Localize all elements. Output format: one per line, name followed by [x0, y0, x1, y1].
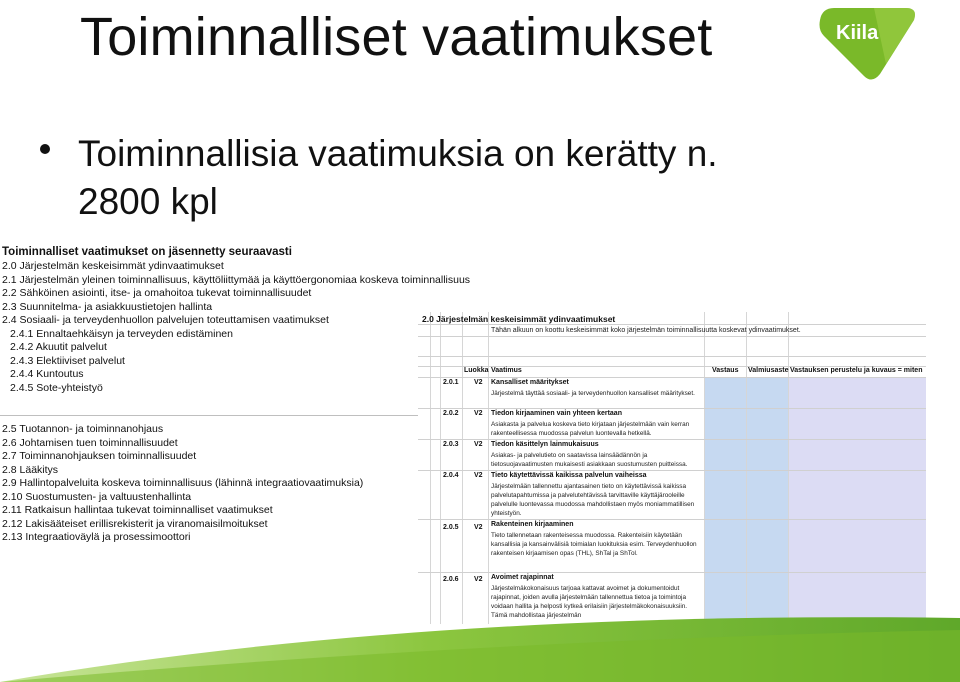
vastaus-column-fill	[704, 378, 746, 624]
grid-line	[462, 312, 463, 624]
header-perustelu: Vastauksen perustelu ja kuvaus = miten	[790, 367, 923, 374]
outline-subitem: 2.4.2 Akuutit palvelut	[10, 341, 107, 353]
row-description: Järjestelmään tallennettu ajantasainen tieto on käytettävissä kaikissa palvelutapahtumissa ja palvelutehtävissä tarvittaville käyttäjärooleille palvelulle luontevassa muodossa mahdollistaen myös moniammatillisen yhteistyön.	[491, 483, 695, 517]
grid-line	[704, 312, 705, 624]
outline-item: 2.6 Johtamisen tuen toiminnallisuudet	[2, 436, 178, 449]
outline-subitem: 2.4.1 Ennaltaehkäisyn ja terveyden edistäminen	[10, 327, 233, 340]
row-title: Tiedon kirjaaminen vain yhteen kertaan	[491, 410, 622, 417]
row-description: Asiakasta ja palvelua koskeva tieto kirjataan järjestelmään vain kerran rakenteellisessa muodossa palvelun luontevalla hetkellä.	[491, 421, 690, 437]
outline-subitem: 2.4.5 Sote-yhteistyö	[10, 381, 103, 394]
row-description: Järjestelmäkokonaisuus tarjoaa kattavat avoimet ja dokumentoidut rajapinnat, joiden avulla järjestelmään tallennettua tietoa ja toimintoja voidaan hallita ja helposti kytkeä erilaisiin järjestelmäkokonaisuuksiin. Tämä mahdollistaa järjestelmän	[491, 585, 688, 619]
grid-line	[418, 519, 926, 520]
row-class: V2	[474, 379, 483, 386]
row-title: Kansalliset määritykset	[491, 379, 569, 386]
row-title: Rakenteinen kirjaaminen	[491, 521, 574, 528]
outline-divider	[0, 415, 420, 416]
perustelu-column-fill	[788, 378, 926, 624]
grid-line	[746, 312, 747, 624]
row-class: V2	[474, 410, 483, 417]
outline-item: 2.13 Integraatioväylä ja prosessimoottori	[2, 531, 191, 543]
row-title: Tieto käytettävissä kaikissa palvelun vaiheissa	[491, 472, 647, 479]
outline-item: 2.9 Hallintopalveluita koskeva toiminnallisuus (lähinnä integraatiovaatimuksia)	[2, 477, 364, 489]
row-class: V2	[474, 524, 483, 531]
row-description: Tieto tallennetaan rakenteisessa muodossa. Rakenteisiin käytetään kansallisia ja kansainvälisiä toimialan luokituksia esim. Terveydenhuollon rakenteisen kirjaamisen opas (THL), ShTal ja ShTol.	[491, 532, 697, 557]
outline-item: 2.10 Suostumusten- ja valtuustenhallinta	[2, 490, 192, 503]
grid-line	[418, 408, 926, 409]
grid-line	[418, 572, 926, 573]
header-luokka: Luokka	[464, 367, 489, 374]
grid-line	[430, 312, 431, 624]
outline-subitem: 2.4.4 Kuntoutus	[10, 368, 84, 380]
outline-item: 2.8 Lääkitys	[2, 463, 59, 476]
row-title: Tiedon käsittelyn lainmukaisuus	[491, 441, 599, 448]
grid-line	[440, 312, 441, 624]
outline-item: 2.4 Sosiaali- ja terveydenhuollon palvelujen toteuttamisen vaatimukset	[2, 314, 329, 326]
grid-line	[418, 439, 926, 440]
grid-line	[788, 312, 789, 624]
grid-line	[418, 356, 926, 357]
outline-item: 2.0 Järjestelmän keskeisimmät ydinvaatimukset	[2, 260, 224, 272]
header-vastaus: Vastaus	[712, 367, 739, 374]
outline-gap	[2, 395, 422, 423]
grid-line	[418, 324, 926, 325]
header-valmiusaste: Valmiusaste	[748, 367, 789, 374]
row-description: Asiakas- ja palvelutieto on saatavissa lainsäädännön ja tietosuojavaatimusten mukaisesti asiakkaan suostumusten puitteissa.	[491, 452, 688, 468]
row-title: Avoimet rajapinnat	[491, 574, 554, 581]
sheet-title: 2.0 Järjestelmän keskeisimmät ydinvaatimukset	[422, 314, 616, 324]
outline-item: 2.12 Lakisääteiset erillisrekisterit ja viranomaisilmoitukset	[2, 517, 268, 530]
grid-line	[418, 377, 926, 378]
row-id: 2.0.6	[443, 576, 459, 583]
outline-item: 2.7 Toiminnanohjauksen toiminnallisuudet	[2, 450, 197, 462]
outline-item: 2.11 Ratkaisun hallintaa tukevat toiminnalliset vaatimukset	[2, 504, 273, 516]
row-class: V2	[474, 576, 483, 583]
slide-title: Toiminnalliset vaatimukset	[80, 7, 713, 67]
outline-item: 2.3 Suunnitelma- ja asiakkuustietojen hallinta	[2, 300, 213, 313]
row-id: 2.0.1	[443, 379, 459, 386]
row-class: V2	[474, 472, 483, 479]
valmiusaste-column-fill	[746, 378, 788, 624]
footer-green-wave	[0, 600, 960, 682]
logo-text: Kiila	[836, 22, 879, 44]
grid-line	[418, 336, 926, 337]
grid-line	[418, 470, 926, 471]
outline-heading: Toiminnalliset vaatimukset on jäsennetty seuraavasti	[2, 246, 292, 258]
outline-item: 2.1 Järjestelmän yleinen toiminnallisuus, käyttöliittymää ja käyttöergonomiaa koskeva toiminnallisuus	[2, 273, 471, 286]
bullet-icon	[40, 144, 50, 154]
row-id: 2.0.4	[443, 472, 459, 479]
row-description: Järjestelmä täyttää sosiaali- ja terveydenhuollon kansalliset määritykset.	[491, 390, 695, 397]
bullet-text: Toiminnallisia vaatimuksia on kerätty n. 2800 kpl	[78, 133, 718, 222]
outline-item: 2.2 Sähköinen asiointi, itse- ja omahoitoa tukevat toiminnallisuudet	[2, 287, 312, 299]
row-id: 2.0.5	[443, 524, 459, 531]
outline-item: 2.5 Tuotannon- ja toiminnanohjaus	[2, 423, 164, 435]
wave-shape	[0, 600, 960, 682]
row-id: 2.0.2	[443, 410, 459, 417]
kiila-logo	[814, 2, 922, 82]
sheet-subtitle: Tähän alkuun on koottu keskeisimmät koko järjestelmän toiminnallisuutta koskevat ydinvaatimukset.	[491, 327, 801, 334]
outline-subitem: 2.4.3 Elektiiviset palvelut	[10, 354, 125, 367]
row-class: V2	[474, 441, 483, 448]
spreadsheet-excerpt	[418, 312, 926, 624]
header-vaatimus: Vaatimus	[491, 367, 522, 374]
row-id: 2.0.3	[443, 441, 459, 448]
grid-line	[488, 312, 489, 624]
